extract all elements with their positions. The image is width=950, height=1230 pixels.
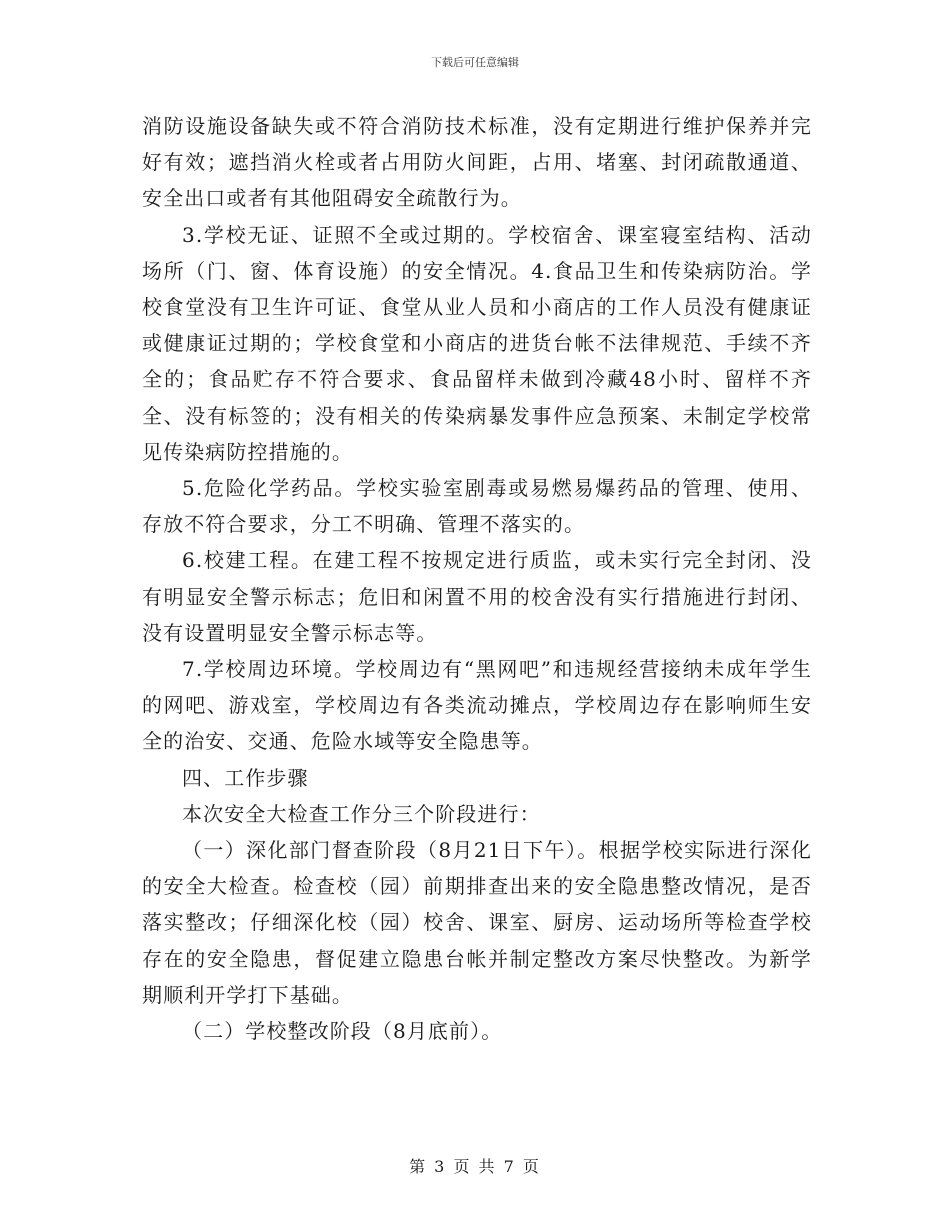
page-number-footer: 第 3 页 共 7 页 <box>409 1157 541 1176</box>
paragraph-item-7: 7.学校周边环境。学校周边有“黑网吧”和违规经营接纳未成年学生的网吧、游戏室，学校周边有各类流动摊点，学校周边存在影响师生安全的治安、交通、危险水域等安全隐患等。 <box>142 657 812 754</box>
paragraph-stage-1: （一）深化部门督查阶段（8月21日下午）。根据学校实际进行深化的安全大检查。检查校（园）前期排查出来的安全隐患整改情况，是否落实整改；仔细深化校（园）校舍、课室、厨房、运动场所等检查学校存在的安全隐患，督促建立隐患台帐并制定整改方案尽快整改。为新学期顺利开学打下基础。 <box>142 838 812 1007</box>
document-body <box>142 108 812 1049</box>
paragraph-item-6: 6.校建工程。在建工程不按规定进行质监，或未实行完全封闭、没有明显安全警示标志；危旧和闲置不用的校舍没有实行措施进行封闭、没有设置明显安全警示标志等。 <box>142 548 812 645</box>
paragraph-stages-intro: 本次安全大检查工作分三个阶段进行： <box>182 801 541 826</box>
page-header: 下载后可任意编辑 <box>431 56 519 69</box>
section-heading-work-steps: 四、工作步骤 <box>182 765 309 790</box>
paragraph-fire-safety: 消防设施设备缺失或不符合消防技术标准，没有定期进行维护保养并完好有效；遮挡消火栓或者占用防火间距，占用、堵塞、封闭疏散通道、安全出口或者有其他阻碍安全疏散行为。 <box>142 114 812 211</box>
paragraph-item-3-4: 3.学校无证、证照不全或过期的。学校宿舍、课室寝室结构、活动场所（门、窗、体育设施）的安全情况。4.食品卫生和传染病防治。学校食堂没有卫生许可证、食堂从业人员和小商店的工作人员没有健康证或健康证过期的；学校食堂和小商店的进货台帐不法律规范、手续不齐全的；食品贮存不符合要求、食品留样未做到冷藏48小时、留样不齐全、没有标签的；没有相关的传染病暴发事件应急预案、未制定学校常见传染病防控措施的。 <box>142 222 812 464</box>
paragraph-stage-2: （二）学校整改阶段（8月底前）。 <box>182 1019 503 1044</box>
paragraph-item-5: 5.危险化学药品。学校实验室剧毒或易燃易爆药品的管理、使用、存放不符合要求，分工不明确、管理不落实的。 <box>142 476 812 537</box>
